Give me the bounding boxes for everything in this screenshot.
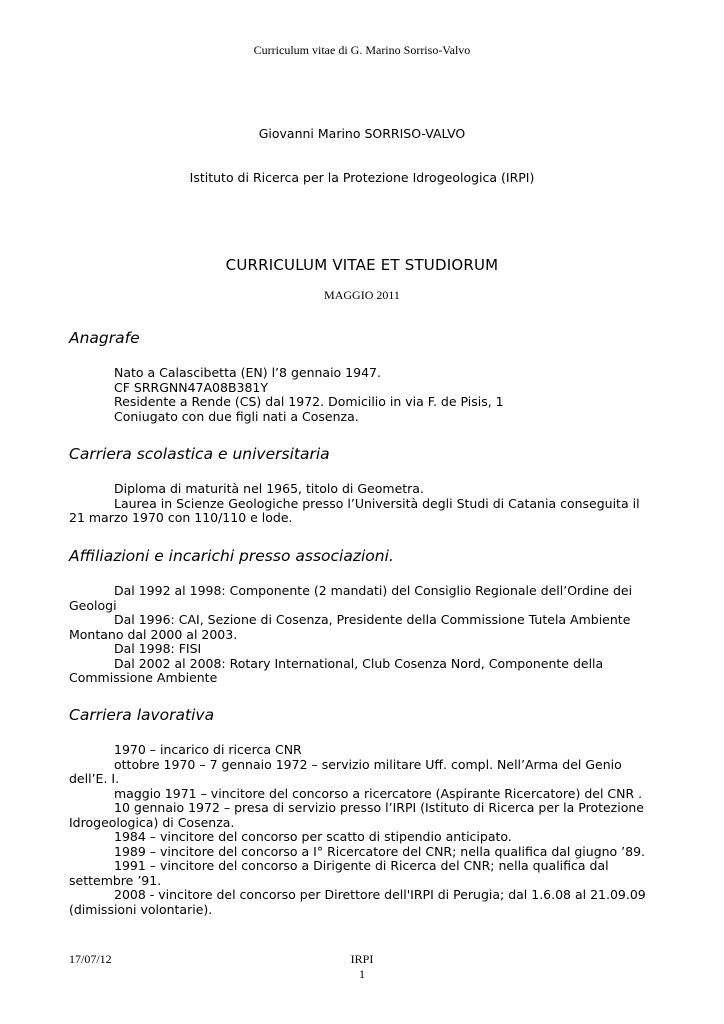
section-body: [69, 482, 649, 526]
list-item: Nato a Calascibetta (EN) l’8 gennaio 1947.: [114, 365, 381, 380]
paragraph: Diploma di maturità nel 1965, titolo di Geometra.: [114, 481, 424, 496]
paragraph: Dal 1996: CAI, Sezione di Cosenza, Presidente della Commissione Tutela Ambiente Montano dal 2000 al 2003.: [69, 612, 631, 642]
paragraph: 1991 – vincitore del concorso a Dirigente di Ricerca del CNR; nella qualifica dal settembre ’91.: [69, 858, 609, 888]
section-heading: Affiliazioni e incarichi presso associazioni.: [69, 547, 394, 565]
paragraph: Dal 1992 al 1998: Componente (2 mandati) del Consiglio Regionale dell’Ordine dei Geologi: [69, 583, 633, 613]
document-title: CURRICULUM VITAE ET STUDIORUM: [225, 256, 499, 274]
section-body: [69, 366, 649, 424]
section-carriera-scolastica: [69, 444, 649, 526]
running-header: Curriculum vitae di G. Marino Sorriso-Valvo: [253, 43, 471, 57]
paragraph: 2008 - vincitore del concorso per Direttore dell'IRPI di Perugia; dal 1.6.08 al 21.09.09 (dimissioni volontarie).: [69, 887, 646, 917]
list-item: Coniugato con due figli nati a Cosenza.: [114, 408, 359, 424]
section-anagrafe: [69, 328, 649, 424]
list-item: Residente a Rende (CS) dal 1972. Domicilio in via F. de Pisis, 1: [114, 394, 504, 409]
paragraph: 1989 – vincitore del concorso a I° Ricercatore del CNR; nella qualifica dal giugno ’89.: [114, 843, 646, 859]
paragraph: 10 gennaio 1972 – presa di servizio presso l’IRPI (Istituto di Ricerca per la Protezione Idrogeologica) di Cosenza.: [69, 800, 644, 830]
author-name: Giovanni Marino SORRISO-VALVO: [258, 126, 466, 141]
paragraph: ottobre 1970 – 7 gennaio 1972 – servizio militare Uff. compl. Nell’Arma del Genio dell’E. I.: [69, 756, 622, 786]
institute-name: Istituto di Ricerca per la Protezione Idrogeologica (IRPI): [189, 170, 535, 185]
list-item: CF SRRGNN47A08B381Y: [114, 379, 269, 395]
section-heading: Anagrafe: [69, 329, 140, 347]
page-number: 1: [359, 967, 365, 981]
section-carriera-lavorativa: [69, 705, 649, 917]
paragraph: maggio 1971 – vincitore del concorso a ricercatore (Aspirante Ricercatore) del CNR .: [114, 785, 643, 801]
footer-center: [0, 952, 724, 982]
paragraph: Dal 1998: FISI: [114, 641, 202, 656]
section-affiliazioni: [69, 546, 649, 686]
footer-label: IRPI: [350, 952, 374, 966]
section-heading: Carriera scolastica e universitaria: [69, 445, 330, 463]
paragraph: 1970 – incarico di ricerca CNR: [114, 742, 302, 757]
paragraph: Laurea in Scienze Geologiche presso l’Università degli Studi di Catania conseguita il 21 marzo 1970 con 110/110 e lode.: [69, 495, 640, 525]
paragraph: 1984 – vincitore del concorso per scatto di stipendio anticipato.: [114, 829, 512, 844]
section-body: [69, 584, 649, 686]
section-heading: Carriera lavorativa: [69, 706, 215, 724]
footer-date: 17/07/12: [69, 952, 112, 966]
document-date: MAGGIO 2011: [324, 288, 400, 302]
section-body: [69, 743, 649, 917]
paragraph: Dal 2002 al 2008: Rotary International, Club Cosenza Nord, Componente della Commissione Ambiente: [69, 655, 604, 685]
